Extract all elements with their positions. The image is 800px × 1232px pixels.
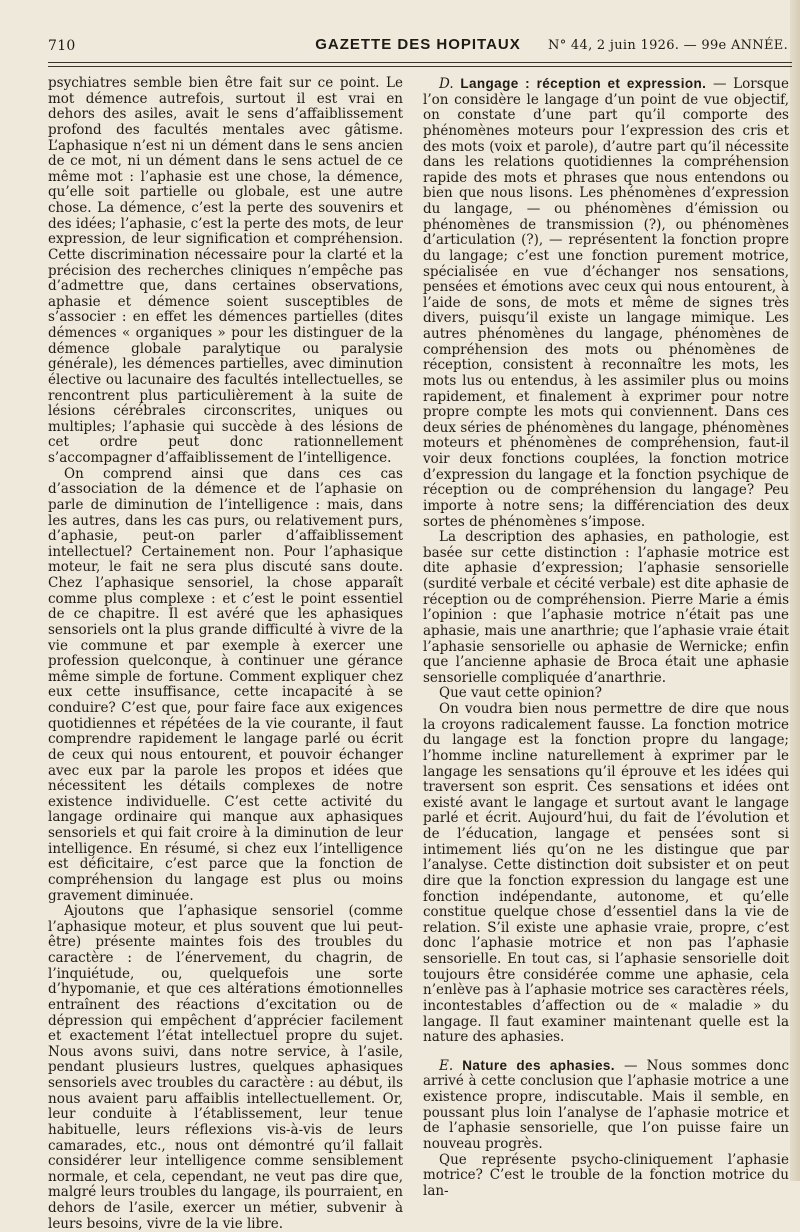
left-paragraph: On comprend ainsi que dans ces cas d’association de la démence et de l’aphasie on parle de diminution de l’intelligence : mais, dans les autres, dans les cas purs, ou relativement purs, d’aphasie, peut-on parler d’affaiblissement intellectuel? Certainement non. Pour l’aphasique moteur, le fait ne sera plus discuté sans doute. Chez l’aphasique sensoriel, la chose apparaît comme plus complexe : et c’est le point essentiel de ce chapitre. Il est avéré que les aphasiques sensoriels ont la plus grande difficulté à vivre de la vie commune et par exemple à exercer une profession quelconque, à continuer une gérance même simple de fortune. Comment expliquer chez eux cette insuffisance, cette incapacité à se conduire? C’est que, pour faire face aux exigences quotidiennes et répétées de la vie courante, il faut comprendre rapidement le langage parlé ou écrit de ceux qui nous entourent, et pouvoir échanger avec eux par la parole les propos et idées que nécessitent les détails complexes de notre existence individuelle. C’est cette activité du langage ordinaire qui manque aux aphasiques sensoriels et qui fait croire à la diminution de leur intelligence. En résumé, si chez eux l’intelligence est déficitaire, c’est parce que la fonction de compréhension du langage est plus ou moins gravement diminuée. (48, 465, 403, 904)
page-spine-edge (790, 0, 800, 1181)
left-paragraph: psychiatres semble bien être fait sur ce point. Le mot démence autrefois, surtout il est vrai en dehors des asiles, avait le sens d’affaiblissement profond des facultés mentales avec gâtisme. L’aphasique n’est ni un dément dans le sens ancien de ce mot, ni un dément dans le sens actuel de ce même mot : l’aphasie est une chose, la démence, qu’elle soit partielle ou globale, est une autre chose. La démence, c’est la perte des souvenirs et des idées; l’aphasie, c’est la perte des mots, de leur expression, de leur signification et compréhension. Cette discrimination nécessaire pour la clarté et la précision des recherches cliniques n’empêche pas d’admettre que, dans certaines observations, aphasie et démence soient susceptibles de s’associer : en effet les démences partielles (dites démences « organiques » pour les distinguer de la démence globale paralytique ou paralysie générale), les démences partielles, avec diminution élective ou lacunaire des facultés intellectuelles, se rencontrent plus particulièrement à la suite de lésions cérébrales circonscrites, uniques ou multiples; l’aphasie qui succède à des lésions de cet ordre peut donc rationnellement s’accompagner d’affaiblissement de l’intelligence. (48, 75, 403, 466)
section-e-letter: E. (439, 1057, 454, 1074)
section-d-paragraph: La description des aphasies, en pathologie, est basée sur cette distinction : l’aphasie motrice est dite aphasie d’expression; l’aphasie sensorielle (surdité verbale et cécité verbale) est dite aphasie de réception ou de compréhension. Pierre Marie a émis l’opinion : que l’aphasie motrice n’était pas une aphasie, mais une anarthrie; que l’aphasie vraie était l’aphasie sensorielle ou aphasie de Wernicke; enfin que l’ancienne aphasie de Broca était une aphasie sensorielle compliquée d’anarthrie. (423, 529, 789, 686)
section-d-title: Langage : réception et expression. (460, 76, 707, 91)
section-d-letter: D. (439, 76, 454, 92)
page-number: 710 (48, 38, 76, 54)
section-e-intro: — Nous sommes donc arrivé à cette conclusion que l’aphasie motrice a une existence propre, indiscutable. Mais il semble, en poussant plus loin l’analyse de l’aphasie motrice et de l’aphasie sensorielle, que l’on puisse faire un nouveau progrès. (423, 1057, 790, 1152)
section-e-intro-paragraph (423, 1058, 789, 1153)
issue-info: N° 44, 2 juin 1926. — 99e ANNÉE. (548, 38, 788, 53)
section-e-title: Nature des aphasies. (462, 1057, 615, 1073)
section-e-paragraph: Que représente psycho-cliniquement l’aphasie motrice? C’est le trouble de la fonction motrice du lan- (423, 1151, 789, 1199)
section-d-paragraph: On voudra bien nous permettre de dire que nous la croyons radicalement fausse. La fonction motrice du langage est la fonction propre du langage; l’homme incline naturellement à exprimer par le langage les sensations qu’il éprouve et les idées qui traversent son esprit. Ces sensations et idées ont existé avant le langage et surtout avant le langage parlé et écrit. Aujourd’hui, du fait de l’évolution et de l’éducation, langage et pensées sont si intimement liés qu’on ne les distingue que par l’analyse. Cette distinction doit subsister et on peut dire que la fonction expression du langage est une fonction indépendante, autonome, et qu’elle constitue quelque chose d’essentiel dans la vie de relation. S’il existe une aphasie vraie, propre, c’est donc l’aphasie motrice et non pas l’aphasie sensorielle. En tout cas, si l’aphasie sensorielle doit toujours être considérée comme une aphasie, cela n’enlève pas à l’aphasie motrice ses caractères réels, incontestables d’affection ou de « maladie » du langage. Il faut examiner maintenant quelle est la nature des aphasies. (423, 701, 789, 1046)
section-d-paragraph: Que vaut cette opinion? (439, 685, 602, 702)
section-d-intro: — Lorsque l’on considère le langage d’un point de vue objectif, on constate d’une part qu’il comporte des phénomènes moteurs pour l’expression des cris et des mots (voix et parole), d’autre part qu’il nécessite dans les relations quotidiennes la compréhension rapide des mots et phrases que nous entendons ou bien que nous lisons. Les phénomènes d’expression du langage, — ou phénomènes d’émission ou phénomènes de transmission (?), ou phénomènes d’articulation (?), — représentent la fonction propre du langage; c’est une fonction purement motrice, spécialisée en vue d’échanger nos sensations, pensées et émotions avec ceux qui nous entourent, à l’aide de sons, de mots et même de signes très divers, puisqu’il existe un langage mimique. Les autres phénomènes du langage, phénomènes de compréhension des mots ou phénomènes de réception, consistent à reconnaître les mots, les mots lus ou entendus, à les assimiler plus ou moins rapidement, et finalement à exprimer pour notre propre compte les mots qui conviennent. Dans ces deux séries de phénomènes du langage, phénomènes moteurs et phénomènes de compréhension, faut-il voir deux fonctions couplées, la fonction motrice d’expression du langage et la fonction psychique de réception ou de compréhension du langage? Peu importe à notre sens; la différenciation des deux sortes de phénomènes s’impose. (423, 76, 789, 530)
page-header (48, 32, 788, 58)
gazette-title: GAZETTE DES HOPITAUX (315, 36, 521, 53)
left-column (48, 75, 403, 1232)
header-rule-top (48, 62, 792, 63)
section-d-intro-paragraph (423, 76, 789, 530)
header-rule-bottom (48, 66, 792, 67)
right-column (423, 76, 790, 1199)
left-paragraph: Ajoutons que l’aphasique sensoriel (comme l’aphasique moteur, et plus souvent que lui peut-être) présente maintes fois des troubles du caractère : de l’énervement, du chagrin, de l’inquiétude, ou, quelquefois une sorte d’hypomanie, et que ces altérations émotionnelles entraînent des réactions d’excitation ou de dépression qui empêchent d’apprécier facilement et exactement l’état intellectuel propre du sujet. Nous avons suivi, dans notre service, à l’asile, pendant plusieurs lustres, quelques aphasiques sensoriels avec troubles du caractère : au début, ils nous avaient paru affaiblis intellectuellement. Or, leur conduite à l’établissement, leur tenue habituelle, leurs réflexions vis-à-vis de leurs camarades, etc., nous ont démontré qu’il fallait considérer leur intelligence comme sensiblement normale, et cela, cependant, ne veut pas dire que, malgré leurs troubles du langage, ils pourraient, en dehors de l’asile, exercer un métier, subvenir à leurs besoins, vivre de la vie libre. (48, 903, 403, 1232)
